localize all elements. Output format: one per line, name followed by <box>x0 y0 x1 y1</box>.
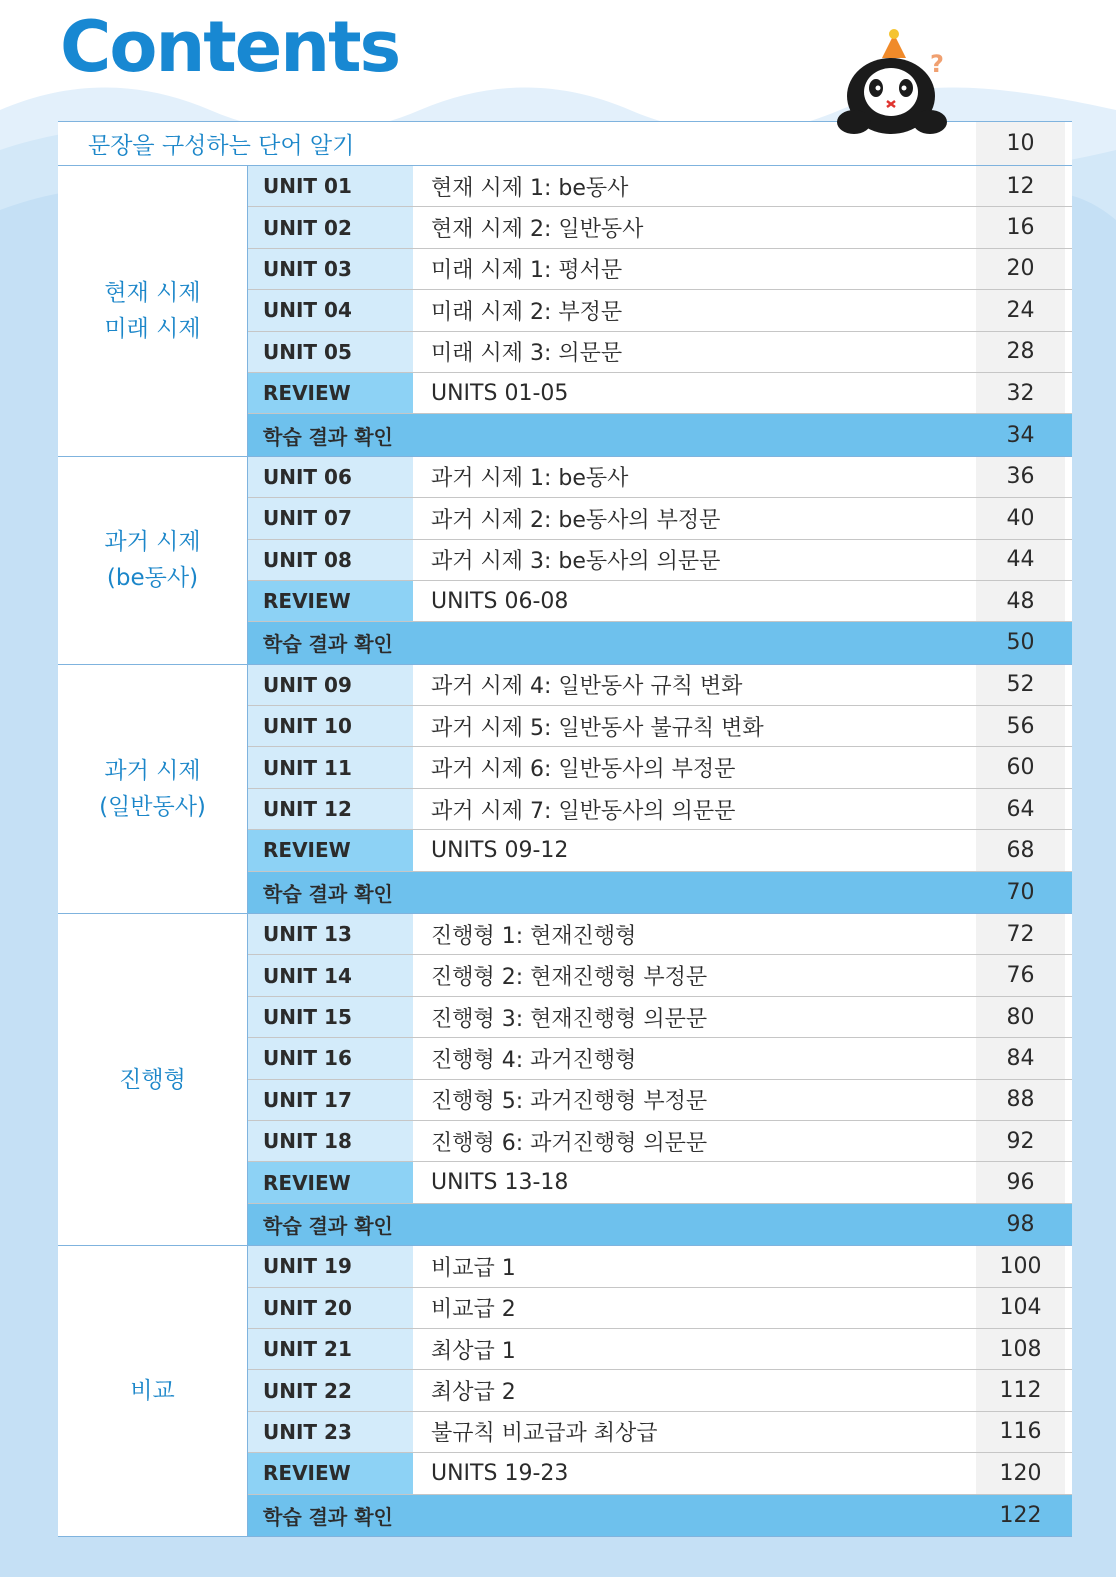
page-number: 108 <box>976 1329 1065 1369</box>
unit-topic: 비교급 1 <box>431 1255 516 1281</box>
unit-code: UNIT 17 <box>248 1080 413 1120</box>
page-number: 70 <box>1006 879 1035 905</box>
review-row[interactable] <box>248 1453 1072 1494</box>
page-number: 116 <box>976 1412 1065 1452</box>
unit-topic: 현재 시제 2: 일반동사 <box>431 217 644 243</box>
page-number: 72 <box>976 914 1065 954</box>
unit-row[interactable] <box>248 665 1072 706</box>
page-number: 112 <box>976 1370 1065 1410</box>
unit-row[interactable] <box>248 1412 1072 1453</box>
section <box>58 166 1072 457</box>
unit-code: UNIT 16 <box>248 1038 413 1078</box>
page-number: 32 <box>976 373 1065 413</box>
unit-topic: 미래 시제 1: 평서문 <box>431 258 623 284</box>
section <box>58 914 1072 1246</box>
page-number: 40 <box>976 498 1065 538</box>
page-number: 34 <box>1006 422 1035 448</box>
page-number: 24 <box>976 290 1065 330</box>
unit-code: UNIT 11 <box>248 747 413 787</box>
unit-code: UNIT 08 <box>248 540 413 580</box>
unit-code: UNIT 14 <box>248 955 413 995</box>
unit-topic: 최상급 2 <box>431 1380 516 1406</box>
section-label: 현재 시제 미래 시제 <box>58 166 248 456</box>
section-rows <box>248 665 1072 913</box>
unit-row[interactable] <box>248 249 1072 290</box>
unit-topic: UNITS 06-08 <box>431 588 569 614</box>
unit-topic: 과거 시제 7: 일반동사의 의문문 <box>431 798 736 824</box>
section-label: 과거 시제 (일반동사) <box>58 665 248 913</box>
unit-code: UNIT 10 <box>248 706 413 746</box>
unit-topic: 진행형 4: 과거진행형 <box>431 1047 637 1073</box>
page-number: 122 <box>999 1502 1042 1528</box>
unit-row[interactable] <box>248 540 1072 581</box>
section <box>58 1246 1072 1537</box>
page-number: 36 <box>976 457 1065 497</box>
unit-code: UNIT 21 <box>248 1329 413 1369</box>
unit-row[interactable] <box>248 166 1072 207</box>
unit-code: REVIEW <box>248 581 413 621</box>
section-label: 과거 시제 (be동사) <box>58 457 248 664</box>
page-number: 28 <box>976 332 1065 372</box>
unit-code: UNIT 01 <box>248 166 413 206</box>
unit-row[interactable] <box>248 955 1072 996</box>
section-label: 비교 <box>58 1246 248 1536</box>
result-row[interactable] <box>248 414 1072 455</box>
contents-table <box>58 121 1072 1537</box>
unit-topic: 비교급 2 <box>431 1297 516 1323</box>
unit-topic: 미래 시제 3: 의문문 <box>431 341 623 367</box>
svg-text:?: ? <box>930 50 944 78</box>
unit-topic: 진행형 1: 현재진행형 <box>431 923 637 949</box>
unit-row[interactable] <box>248 1288 1072 1329</box>
unit-topic: 과거 시제 2: be동사의 부정문 <box>431 507 721 533</box>
unit-topic: UNITS 13-18 <box>431 1170 569 1196</box>
unit-code: UNIT 19 <box>248 1246 413 1286</box>
result-row[interactable] <box>248 622 1072 663</box>
unit-code: UNIT 03 <box>248 249 413 289</box>
section-rows <box>248 457 1072 664</box>
section-rows <box>248 914 1072 1245</box>
result-label: 학습 결과 확인 <box>263 632 393 657</box>
unit-topic: 과거 시제 6: 일반동사의 부정문 <box>431 757 736 783</box>
page-number: 50 <box>1006 630 1035 656</box>
unit-row[interactable] <box>248 457 1072 498</box>
unit-topic: 불규칙 비교급과 최상급 <box>431 1421 658 1447</box>
unit-row[interactable] <box>248 1246 1072 1287</box>
unit-code: UNIT 15 <box>248 997 413 1037</box>
unit-code: UNIT 09 <box>248 665 413 705</box>
unit-code: UNIT 22 <box>248 1370 413 1410</box>
unit-row[interactable] <box>248 1329 1072 1370</box>
unit-code: REVIEW <box>248 830 413 870</box>
unit-code: UNIT 02 <box>248 207 413 247</box>
unit-code: UNIT 20 <box>248 1288 413 1328</box>
unit-code: UNIT 12 <box>248 789 413 829</box>
unit-row[interactable] <box>248 1370 1072 1411</box>
section-label: 진행형 <box>58 914 248 1245</box>
unit-code: UNIT 18 <box>248 1121 413 1161</box>
result-label: 학습 결과 확인 <box>263 881 393 906</box>
page-number: 98 <box>1006 1211 1035 1237</box>
unit-row[interactable] <box>248 1038 1072 1079</box>
unit-code: REVIEW <box>248 373 413 413</box>
page-number: 52 <box>976 665 1065 705</box>
unit-topic: 진행형 3: 현재진행형 의문문 <box>431 1006 708 1032</box>
unit-topic: 과거 시제 1: be동사 <box>431 466 629 492</box>
unit-code: UNIT 04 <box>248 290 413 330</box>
unit-code: UNIT 23 <box>248 1412 413 1452</box>
page-number: 92 <box>976 1121 1065 1161</box>
result-label: 학습 결과 확인 <box>263 1504 393 1529</box>
result-label: 학습 결과 확인 <box>263 424 393 449</box>
intro-page: 10 <box>976 122 1065 165</box>
panda-mascot-icon <box>836 26 956 141</box>
unit-topic: 진행형 5: 과거진행형 부정문 <box>431 1089 708 1115</box>
unit-topic: 진행형 2: 현재진행형 부정문 <box>431 965 708 991</box>
unit-topic: 과거 시제 4: 일반동사 규칙 변화 <box>431 674 743 700</box>
unit-row[interactable] <box>248 290 1072 331</box>
page-number: 80 <box>976 997 1065 1037</box>
unit-topic: UNITS 09-12 <box>431 837 569 863</box>
review-row[interactable] <box>248 1162 1072 1203</box>
unit-code: UNIT 05 <box>248 332 413 372</box>
unit-code: REVIEW <box>248 1162 413 1202</box>
page-number: 56 <box>976 706 1065 746</box>
intro-title: 문장을 구성하는 단어 알기 <box>88 133 355 159</box>
result-row[interactable] <box>248 1204 1072 1245</box>
section <box>58 457 1072 665</box>
section <box>58 665 1072 914</box>
page-number: 88 <box>976 1080 1065 1120</box>
page-number: 64 <box>976 789 1065 829</box>
unit-topic: UNITS 19-23 <box>431 1460 569 1486</box>
unit-row[interactable] <box>248 789 1072 830</box>
page-number: 44 <box>976 540 1065 580</box>
section-rows <box>248 166 1072 456</box>
unit-row[interactable] <box>248 498 1072 539</box>
page-number: 84 <box>976 1038 1065 1078</box>
review-row[interactable] <box>248 830 1072 871</box>
result-label: 학습 결과 확인 <box>263 1213 393 1238</box>
review-row[interactable] <box>248 373 1072 414</box>
section-rows <box>248 1246 1072 1536</box>
unit-topic: 진행형 6: 과거진행형 의문문 <box>431 1130 708 1156</box>
page-number: 12 <box>976 166 1065 206</box>
review-row[interactable] <box>248 581 1072 622</box>
page-title: Contents <box>60 6 400 88</box>
unit-code: REVIEW <box>248 1453 413 1493</box>
page-number: 104 <box>976 1288 1065 1328</box>
unit-row[interactable] <box>248 747 1072 788</box>
unit-row[interactable] <box>248 1080 1072 1121</box>
unit-code: UNIT 06 <box>248 457 413 497</box>
page-number: 76 <box>976 955 1065 995</box>
page-number: 16 <box>976 207 1065 247</box>
page-number: 48 <box>976 581 1065 621</box>
unit-row[interactable] <box>248 332 1072 373</box>
unit-topic: 미래 시제 2: 부정문 <box>431 299 623 325</box>
page-number: 60 <box>976 747 1065 787</box>
unit-topic: 최상급 1 <box>431 1338 516 1364</box>
unit-row[interactable] <box>248 914 1072 955</box>
unit-topic: 과거 시제 5: 일반동사 불규칙 변화 <box>431 715 764 741</box>
unit-topic: UNITS 01-05 <box>431 380 569 406</box>
unit-row[interactable] <box>248 207 1072 248</box>
result-row[interactable] <box>248 872 1072 913</box>
page-number: 96 <box>976 1162 1065 1202</box>
page-number: 20 <box>976 249 1065 289</box>
unit-row[interactable] <box>248 1121 1072 1162</box>
unit-topic: 과거 시제 3: be동사의 의문문 <box>431 549 721 575</box>
unit-topic: 현재 시제 1: be동사 <box>431 175 629 201</box>
unit-code: UNIT 07 <box>248 498 413 538</box>
unit-row[interactable] <box>248 997 1072 1038</box>
unit-code: UNIT 13 <box>248 914 413 954</box>
unit-row[interactable] <box>248 706 1072 747</box>
page-number: 68 <box>976 830 1065 870</box>
page-number: 120 <box>976 1453 1065 1493</box>
result-row[interactable] <box>248 1495 1072 1536</box>
page-number: 100 <box>976 1246 1065 1286</box>
